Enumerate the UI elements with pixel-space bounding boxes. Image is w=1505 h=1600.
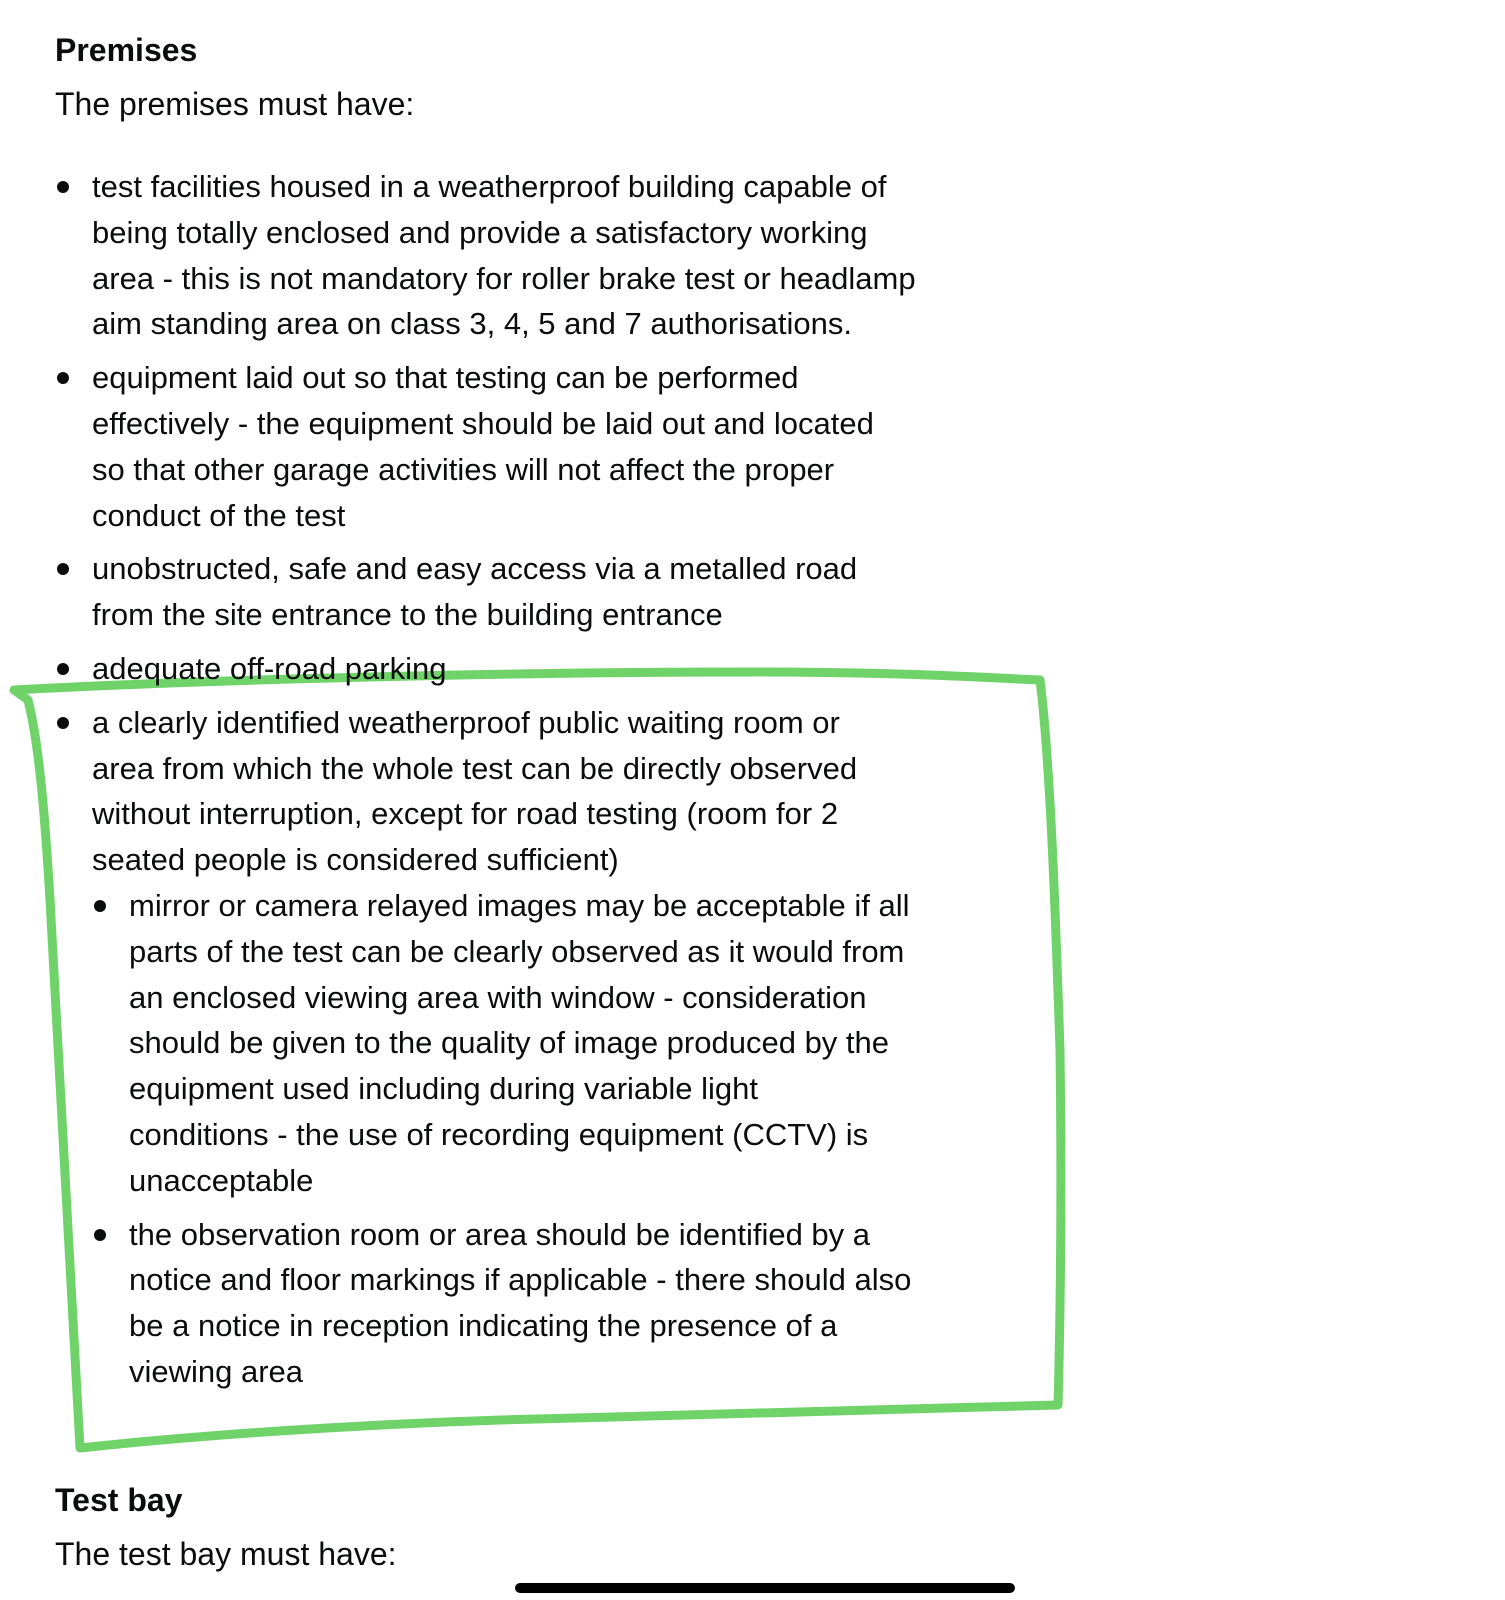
test-bay-lead: The test bay must have: <box>55 1536 397 1572</box>
premises-list <box>55 164 995 1403</box>
test-bay-heading: Test bay <box>55 1482 183 1518</box>
premises-lead: The premises must have: <box>55 86 415 122</box>
bullet-icon <box>57 372 69 384</box>
sub-list-item: the observation room or area should be identified by a notice and floor markings if applicable - there should also be a notice in reception indicating the presence of a viewing area <box>92 1212 995 1395</box>
list-item: adequate off-road parking <box>55 646 995 692</box>
bullet-icon <box>57 663 69 675</box>
bullet-icon <box>57 181 69 193</box>
list-item: equipment laid out so that testing can be performed effectively - the equipment should be laid out and located so that other garage activities will not affect the proper conduct of the test <box>55 355 995 538</box>
bullet-icon <box>57 717 69 729</box>
sub-list-item: mirror or camera relayed images may be acceptable if all parts of the test can be clearly observed as it would from an enclosed viewing area with window - consideration should be given to the quality of image produced by the equipment used including during variable light conditions - the use of recording equipment (CCTV) is unacceptable <box>92 883 995 1204</box>
bullet-icon <box>57 563 69 575</box>
bullet-icon <box>94 1229 106 1241</box>
premises-heading: Premises <box>55 32 198 68</box>
bullet-icon <box>94 900 106 912</box>
list-item: unobstructed, safe and easy access via a metalled road from the site entrance to the building entrance <box>55 546 995 638</box>
sub-list <box>92 883 995 1395</box>
list-item-waiting-room: a clearly identified weatherproof public waiting room or area from which the whole test can be directly observed without interruption, except for road testing (room for 2 seated people is considered sufficient) mirror or camera relayed images may be acceptable if all parts of the test can be clearly observed as it would from an enclosed viewing area with window - consideration should be given to the quality of image produced by the equipment used including during variable light conditions - the use of recording equipment (CCTV) is unacceptable the observation room or area should be identified by a notice and floor markings if applicable - there should also be a notice in reception indicating the presence of a viewing area <box>55 700 995 1395</box>
home-indicator[interactable] <box>515 1583 1015 1593</box>
list-item: test facilities housed in a weatherproof building capable of being totally enclosed and provide a satisfactory working area - this is not mandatory for roller brake test or headlamp aim standing area on class 3, 4, 5 and 7 authorisations. <box>55 164 995 347</box>
